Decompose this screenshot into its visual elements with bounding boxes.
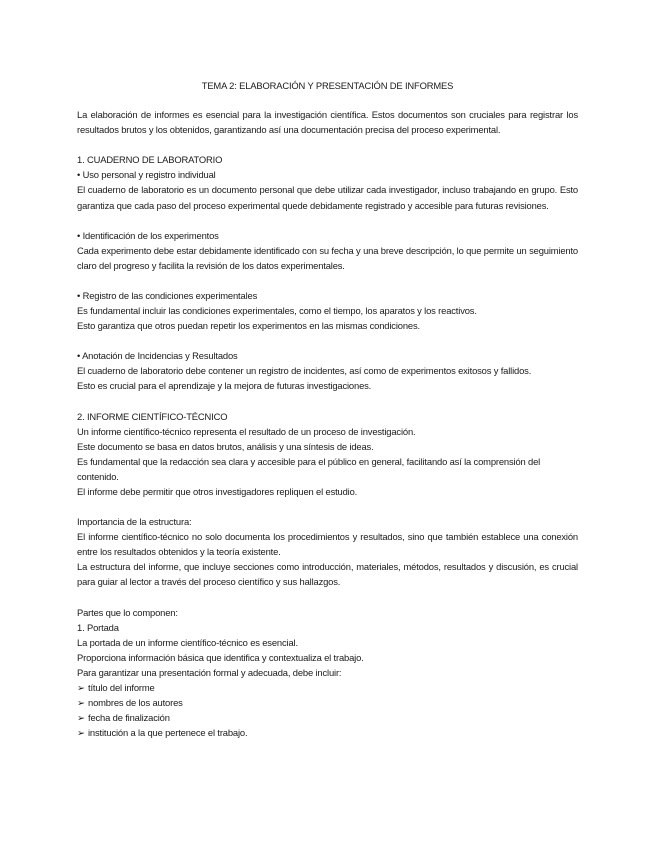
section1-bullet4-line2: Esto es crucial para el aprendizaje y la mejora de futuras investigaciones. — [77, 380, 372, 392]
importance-paragraph2: La estructura del informe, que incluye secciones como introducción, materiales, métodos, resultados y discusión, es crucial para guiar al lector a través del proceso científico y sus hallazgos. — [77, 561, 578, 588]
list-item: ➢ institución a la que pertenece el trabajo. — [77, 725, 578, 740]
importance-paragraph1: El informe científico-técnico no solo documenta los procedimientos y resultados, sino que también establece una conexión entre los resultados obtenidos y la teoría existente. — [77, 531, 578, 558]
page-title: TEMA 2: ELABORACIÓN Y PRESENTACIÓN DE INFORMES — [201, 80, 454, 91]
list-item: ➢ nombres de los autores — [77, 695, 578, 710]
section2-line1: Un informe científico-técnico representa el resultado de un proceso de investigación. — [77, 425, 416, 437]
section1-bullet3-title: • Registro de las condiciones experimentales — [77, 289, 258, 301]
section1-bullet2-text: Cada experimento debe estar debidamente identificado con su fecha y una breve descripción, lo que permite un seguimiento claro del progreso y facilita la revisión de los datos experimentales. — [77, 244, 578, 271]
arrow-bullet-icon: ➢ — [77, 697, 85, 709]
section1-heading: 1. CUADERNO DE LABORATORIO — [77, 154, 223, 166]
arrow-bullet-icon: ➢ — [77, 682, 85, 693]
section1-bullet3-line1: Es fundamental incluir las condiciones experimentales, como el tiempo, los aparatos y los reactivos. — [77, 305, 477, 317]
arrow-bullet-icon: ➢ — [77, 712, 85, 724]
list-item: ➢ título del informe — [77, 680, 578, 695]
part1-line3: Para garantizar una presentación formal y adecuada, debe incluir: — [77, 666, 342, 678]
part1-line2: Proporciona información básica que identifica y contextualiza el trabajo. — [77, 651, 364, 663]
document-page — [77, 78, 578, 740]
section1-bullet4-line1: El cuaderno de laboratorio debe contener un registro de incidentes, así como de experimentos exitosos y fallidos. — [77, 365, 532, 377]
part1-heading: 1. Portada — [77, 621, 119, 633]
section1-bullet1-title: • Uso personal y registro individual — [77, 169, 216, 181]
part1-line1: La portada de un informe científico-técnico es esencial. — [77, 636, 298, 648]
intro-paragraph: La elaboración de informes es esencial para la investigación científica. Estos documentos son cruciales para registrar los resultados brutos y los obtenidos, garantizando así una documentación precisa del proceso experimental. — [77, 109, 578, 136]
list-item: ➢ fecha de finalización — [77, 710, 578, 725]
importance-heading: Importancia de la estructura: — [77, 516, 192, 528]
section1-bullet3-line2: Esto garantiza que otros puedan repetir los experimentos en las mismas condiciones. — [77, 320, 420, 332]
section2-heading: 2. INFORME CIENTÍFICO-TÉCNICO — [77, 410, 228, 422]
section1-bullet1-text: El cuaderno de laboratorio es un documento personal que debe utilizar cada investigador, incluso trabajando en grupo. Esto garantiza que cada paso del proceso experimental quede debidamente registrado y accesible para futuras revisiones. — [77, 184, 578, 211]
section1-bullet4-title: • Anotación de Incidencias y Resultados — [77, 350, 238, 362]
arrow-bullet-icon: ➢ — [77, 727, 85, 739]
section2-line3: Es fundamental que la redacción sea clara y accesible para el público en general, facilitando así la comprensión del contenido. — [77, 455, 541, 482]
part1-list — [77, 680, 578, 740]
section1-bullet2-title: • Identificación de los experimentos — [77, 229, 219, 241]
section2-line2: Este documento se basa en datos brutos, análisis y una síntesis de ideas. — [77, 440, 374, 452]
section2-line4: El informe debe permitir que otros investigadores repliquen el estudio. — [77, 485, 358, 497]
parts-heading: Partes que lo componen: — [77, 606, 178, 618]
